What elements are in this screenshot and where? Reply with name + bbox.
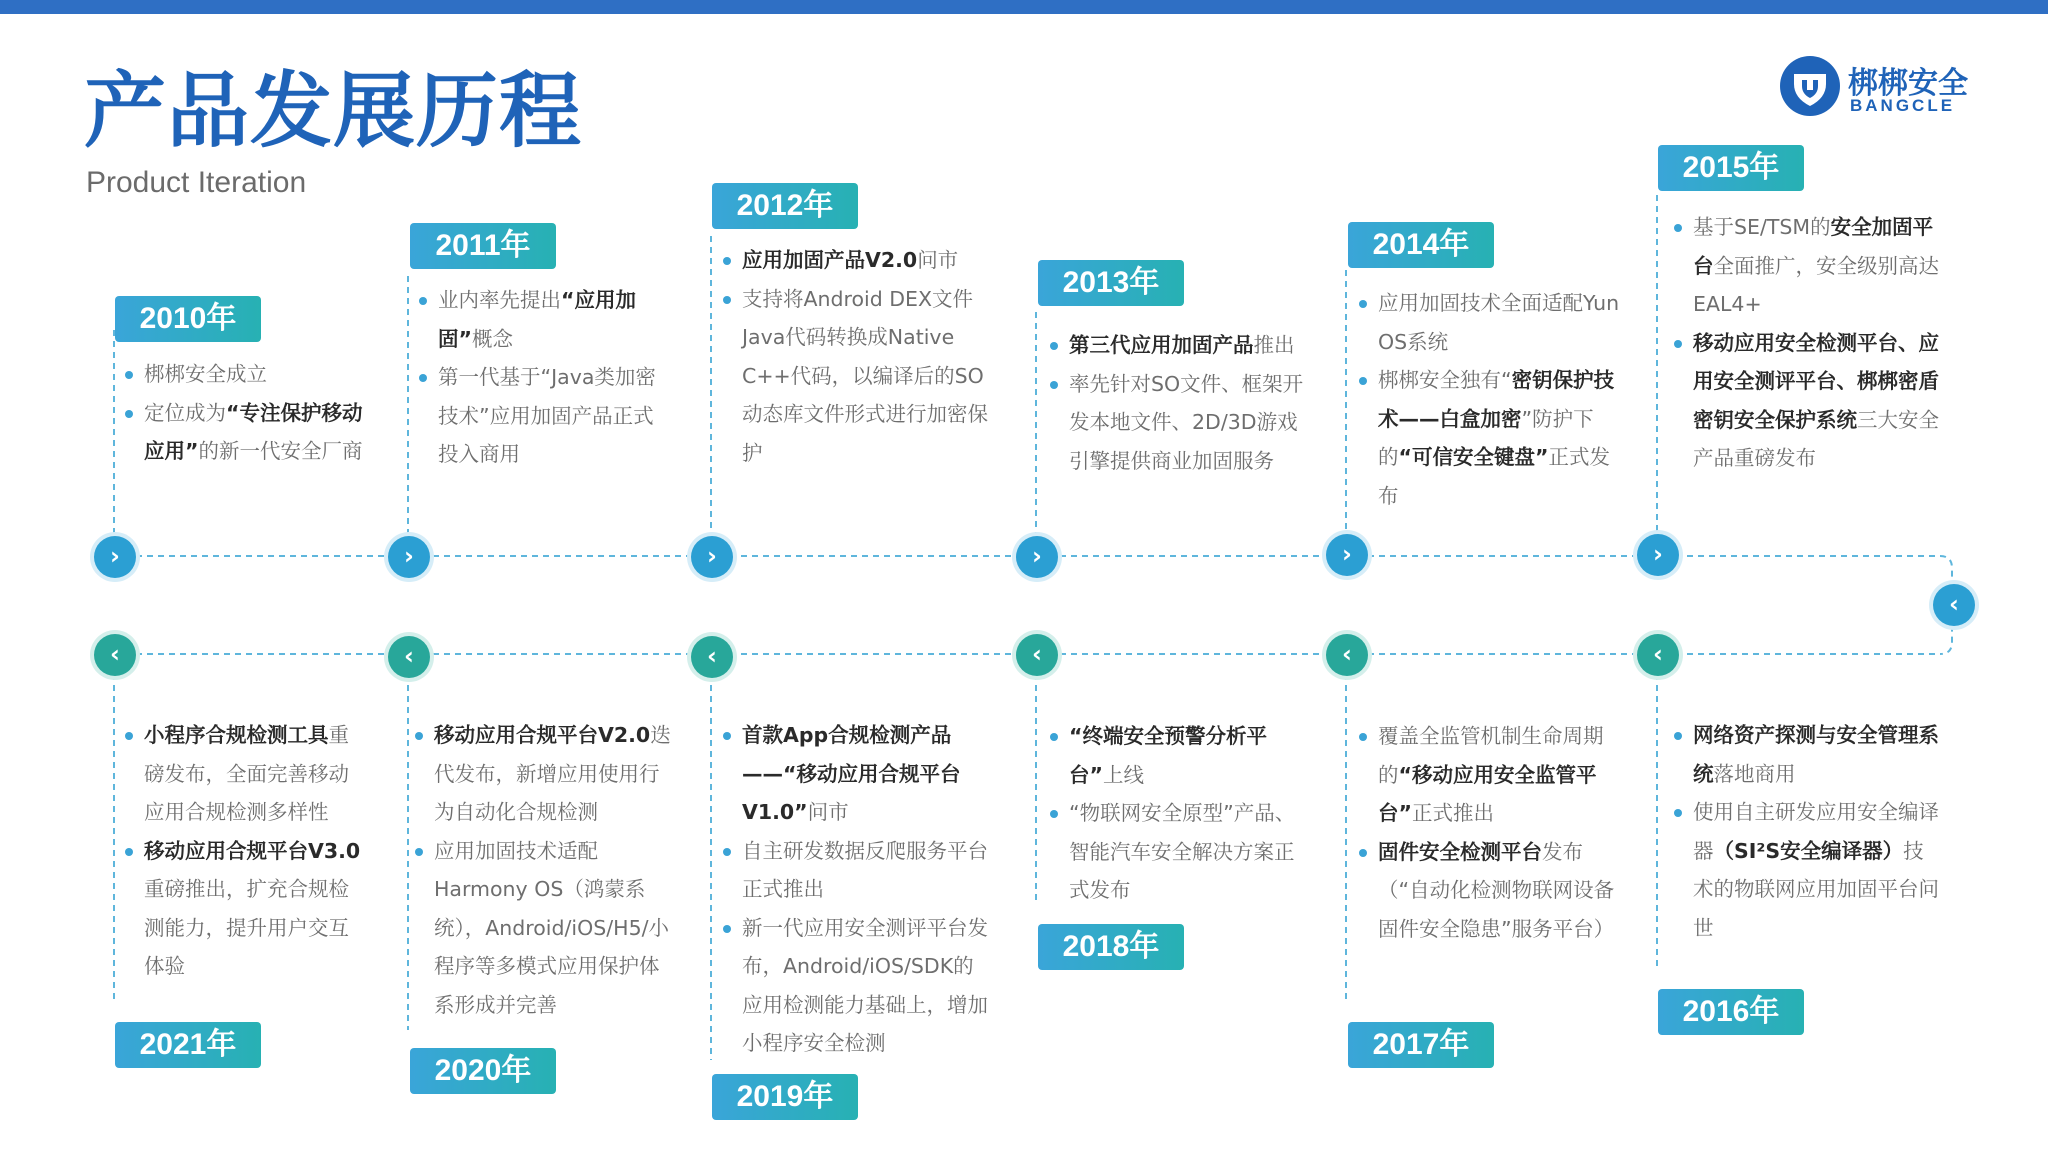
- milestone-2014-description: [1358, 284, 1620, 515]
- bullet-text: 移动应用合规平台V3.0: [144, 838, 361, 863]
- bullet-text: 密钥保护技术——白盒加密: [1378, 368, 1615, 431]
- bullet-text: 正式推出: [1411, 801, 1494, 825]
- milestone-2010-description: [124, 355, 368, 471]
- milestone-bullet: [722, 832, 992, 909]
- milestone-2012-description: [722, 241, 992, 472]
- bullet-text: 全面推广，安全级别高达EAL4+: [1693, 253, 1939, 316]
- milestone-bullet: [1049, 794, 1313, 910]
- milestone-bullet: [1358, 717, 1620, 833]
- milestone-bullet: [722, 909, 992, 1063]
- chevron-right-icon: ›: [94, 536, 136, 578]
- bullet-text: 正式发布: [1378, 445, 1610, 508]
- chevron-left-icon: ‹: [691, 636, 733, 678]
- chevron-right-icon: ›: [691, 536, 733, 578]
- page-title: 产品发展历程: [84, 64, 583, 159]
- milestone-2017-description: [1358, 717, 1620, 948]
- bullet-text: ”防护下的: [1378, 406, 1594, 469]
- chevron-right-icon: ›: [388, 536, 430, 578]
- milestone-bullet: [1049, 365, 1311, 481]
- page-subtitle: Product Iteration: [86, 166, 307, 199]
- milestone-bullet: [1049, 717, 1313, 794]
- chevron-left-icon: ‹: [1016, 634, 1058, 676]
- bullet-text: 应用加固产品V2.0: [742, 248, 918, 272]
- year-badge: 2015年: [1658, 145, 1804, 191]
- bullet-text: 落地商用: [1713, 761, 1796, 786]
- milestone-bullet: [418, 358, 666, 474]
- bullet-text: 的新一代安全厂商: [198, 439, 363, 463]
- bullet-text: 第一代基于“Java类加密技术”应用加固产品正式投入商用: [438, 365, 656, 466]
- year-badge: 2013年: [1038, 260, 1184, 306]
- year-badge: 2010年: [115, 296, 261, 342]
- milestone-2016-description: [1673, 716, 1941, 947]
- milestone-bullet: [414, 716, 678, 832]
- chevron-right-icon: ›: [1637, 534, 1679, 576]
- bullet-text: “可信安全键盘”: [1398, 445, 1549, 469]
- year-badge: 2012年: [712, 183, 858, 229]
- bullet-text: 技术的物联网应用加固平台问世: [1693, 838, 1939, 940]
- milestone-bullet: [1673, 208, 1941, 324]
- bullet-text: 移动应用合规平台V2.0: [434, 723, 651, 747]
- bullet-text: 发布（“自动化检测物联网设备固件安全隐患”服务平台）: [1378, 839, 1615, 941]
- bullet-text: （SI²S安全编译器）: [1713, 838, 1904, 863]
- chevron-left-icon: ‹: [94, 634, 136, 676]
- bullet-text: 使用自主研发应用安全编译器: [1693, 800, 1939, 863]
- bullet-text: 定位成为: [144, 400, 226, 425]
- year-badge: 2017年: [1348, 1022, 1494, 1068]
- milestone-bullet: [1358, 361, 1620, 515]
- milestone-2015-description: [1673, 208, 1941, 478]
- milestone-bullet: [124, 394, 368, 471]
- milestone-bullet: [1673, 793, 1941, 947]
- year-badge: 2018年: [1038, 924, 1184, 970]
- milestone-bullet: [722, 280, 992, 473]
- logo-text-en: BANGCLE: [1850, 96, 1956, 115]
- bullet-text: 移动应用安全检测平台、应用安全测评平台、梆梆密盾密钥安全保护系统: [1693, 330, 1939, 432]
- bullet-text: 迭代发布，新增应用使用行为自动化合规检测: [434, 723, 671, 824]
- year-badge: 2011年: [410, 223, 556, 269]
- bullet-text: 推出: [1253, 333, 1295, 357]
- bullet-text: 第三代应用加固产品: [1069, 333, 1254, 357]
- bullet-text: 首款App合规检测产品——“移动应用合规平台V1.0”: [742, 723, 961, 824]
- milestone-bullet: [1673, 716, 1941, 793]
- milestone-2021-description: [124, 716, 368, 986]
- bullet-text: 覆盖全监管机制生命周期的: [1378, 724, 1604, 787]
- year-badge: 2021年: [115, 1022, 261, 1068]
- milestone-2019-description: [722, 716, 992, 1063]
- bullet-text: “移动应用安全监管平台”: [1378, 762, 1597, 825]
- chevron-right-icon: ›: [1016, 536, 1058, 578]
- bullet-text: 问市: [807, 800, 849, 824]
- chevron-left-icon: ‹: [1637, 634, 1679, 676]
- bullet-text: 梆梆安全独有“: [1378, 368, 1512, 392]
- year-badge: 2014年: [1348, 222, 1494, 268]
- chevron-left-icon: ‹: [1933, 584, 1975, 626]
- bullet-text: 梆梆安全成立: [144, 362, 267, 386]
- bullet-text: 自主研发数据反爬服务平台正式推出: [742, 838, 988, 901]
- milestone-2020-description: [414, 716, 678, 1024]
- chevron-right-icon: ›: [1326, 534, 1368, 576]
- year-badge: 2016年: [1658, 989, 1804, 1035]
- milestone-bullet: [1358, 833, 1620, 949]
- bullet-text: “应用加固”: [438, 288, 636, 351]
- year-badge: 2019年: [712, 1074, 858, 1120]
- bullet-text: 重磅发布，全面完善移动应用合规检测多样性: [144, 723, 349, 824]
- chevron-left-icon: ‹: [388, 636, 430, 678]
- bullet-text: 问市: [917, 248, 959, 272]
- milestone-bullet: [1049, 326, 1311, 365]
- bullet-text: 概念: [471, 326, 513, 351]
- milestone-2013-description: [1049, 326, 1311, 480]
- milestone-bullet: [124, 716, 368, 832]
- milestone-bullet: [414, 832, 678, 1025]
- bullet-text: “物联网安全原型”产品、智能汽车安全解决方案正式发布: [1069, 801, 1296, 902]
- milestone-bullet: [124, 832, 368, 986]
- bullet-text: 基于SE/TSM的: [1693, 215, 1831, 239]
- bullet-text: 三大安全产品重磅发布: [1693, 407, 1939, 470]
- bullet-text: 应用加固技术适配Harmony OS（鸿蒙系统），Android/iOS/H5/小程序等多模式应用保护体系形成并完善: [434, 838, 670, 1017]
- bullet-text: 网络资产探测与安全管理系统: [1693, 723, 1939, 786]
- bullet-text: 新一代应用安全测评平台发布，Android/iOS/SDK的应用检测能力基础上，增加小程序安全检测: [742, 915, 988, 1055]
- milestone-bullet: [722, 716, 992, 832]
- milestone-bullet: [1673, 324, 1941, 478]
- bullet-text: “专注保护移动应用”: [144, 400, 363, 463]
- bullet-text: 小程序合规检测工具: [144, 723, 329, 747]
- milestone-bullet: [124, 355, 368, 394]
- bullet-text: 业内率先提出: [438, 288, 561, 312]
- bullet-text: 固件安全检测平台: [1378, 839, 1542, 864]
- bullet-text: 安全加固平台: [1693, 215, 1934, 278]
- bullet-text: 支持将Android DEX文件Java代码转换成Native C++代码，以编译后的SO动态库文件形式进行加密保护: [742, 286, 988, 465]
- bullet-text: 应用加固技术全面适配Yun OS系统: [1378, 291, 1620, 354]
- bullet-text: 重磅推出，扩充合规检测能力，提升用户交互体验: [144, 877, 349, 978]
- bullet-text: 率先针对SO文件、框架开发本地文件、2D/3D游戏引擎提供商业加固服务: [1069, 371, 1304, 473]
- bullet-text: 上线: [1102, 762, 1144, 787]
- bullet-text: “终端安全预警分析平台”: [1069, 724, 1267, 787]
- logo-text-cn: 梆梆安全: [1848, 66, 1968, 101]
- milestone-2011-description: [418, 281, 666, 474]
- milestone-2018-description: [1049, 717, 1313, 910]
- milestone-bullet: [1358, 284, 1620, 361]
- chevron-left-icon: ‹: [1326, 634, 1368, 676]
- year-badge: 2020年: [410, 1048, 556, 1094]
- milestone-bullet: [418, 281, 666, 358]
- milestone-bullet: [722, 241, 992, 280]
